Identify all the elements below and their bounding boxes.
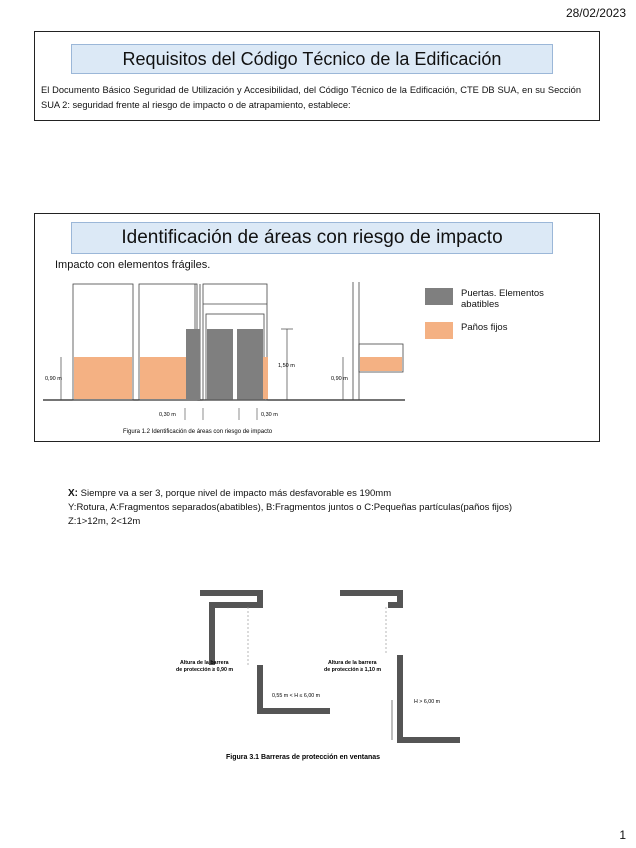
slide-subtitle: Impacto con elementos frágiles. xyxy=(55,259,211,271)
figure-caption: Figura 1.2 Identificación de áreas con riesgo de impacto xyxy=(123,429,273,435)
dim-bottom-right-label: 0,30 m xyxy=(261,412,278,418)
legend-swatch xyxy=(425,288,453,305)
slide-areas-riesgo xyxy=(34,213,600,442)
fixed-pane-fill xyxy=(74,357,132,399)
page-number: 1 xyxy=(619,828,626,842)
door-fill xyxy=(237,329,263,400)
legend-swatch xyxy=(425,322,453,339)
dim-left-label: 0,90 m xyxy=(45,376,62,382)
legend-label: Puertas. Elementos abatibles xyxy=(461,288,544,310)
slide-body-text: El Documento Básico Seguridad de Utilización y Accesibilidad, del Código Técnico de la Edificación, CTE DB SUA, en su Sección SUA 2: seguridad frente al riesgo de impacto o de atrapamiento, establece: xyxy=(41,85,581,110)
window-barriers-diagram xyxy=(170,585,460,770)
note-z: Z:1>12m, 2<12m xyxy=(68,516,141,527)
slide-requisitos xyxy=(34,31,600,121)
dim-bottom-left-label: 0,30 m xyxy=(159,412,176,418)
impact-areas-diagram xyxy=(43,274,413,439)
legend-item-puertas xyxy=(425,288,571,310)
slide-title: Requisitos del Código Técnico de la Edificación xyxy=(71,44,553,74)
label-right-2: de protección ≥ 1,10 m xyxy=(324,667,382,673)
dim-left-range: 0,55 m < H ≤ 6,00 m xyxy=(272,693,321,699)
header-date: 28/02/2023 xyxy=(565,6,626,20)
dim-right-label: 0,90 m xyxy=(331,376,348,382)
note-y: Y:Rotura, A:Fragmentos separados(abatibles), B:Fragmentos juntos o C:Pequeñas partículas(paños fijos) xyxy=(68,502,513,513)
label-right-1: Altura de la barrera xyxy=(328,660,377,666)
figure3-caption: Figura 3.1 Barreras de protección en ventanas xyxy=(226,754,381,761)
label-left-1: Altura de la barrera xyxy=(180,660,229,666)
notes xyxy=(68,487,512,529)
legend-label: Paños fijos xyxy=(461,322,508,333)
door-fill xyxy=(186,329,200,400)
label-left-2: de protección ≥ 0,90 m xyxy=(176,667,234,673)
note-x: X: Siempre va a ser 3, porque nivel de impacto más desfavorable es 190mm xyxy=(68,488,392,499)
legend xyxy=(425,288,571,351)
door-fill xyxy=(207,329,233,400)
dim-right-range: H > 6,00 m xyxy=(414,699,441,705)
dim-height-label: 1,50 m xyxy=(278,363,295,369)
slide-title: Identificación de áreas con riesgo de impacto xyxy=(71,222,553,254)
legend-item-panos xyxy=(425,322,571,339)
